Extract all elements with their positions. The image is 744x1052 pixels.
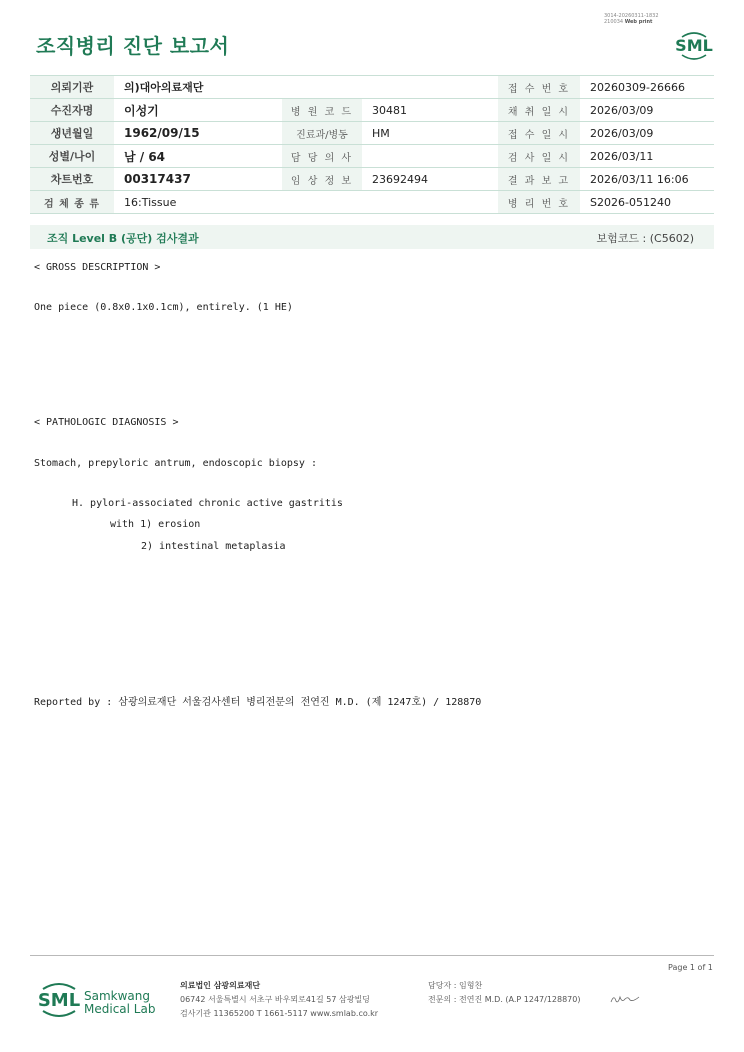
label-test-date: 검 사 일 시 [498,145,580,168]
value-birth-date: 1962/09/15 [114,122,282,145]
diagnosis-line-3: 2) intestinal metaplasia [141,541,286,552]
staff-name: 임형찬 [458,981,483,990]
value-hospital-code: 30481 [362,99,498,122]
insurance-code: 보험코드 : (C5602) [596,232,694,245]
value-clinical-info: 23692494 [362,168,498,191]
specialist-name: 전연진 M.D. (A.P 1247/128870) [458,995,581,1004]
org-info [180,979,378,1021]
staff-label: 담당자 : [428,981,457,990]
gross-heading: < GROSS DESCRIPTION > [34,262,161,273]
diagnosis-site: Stomach, prepyloric antrum, endoscopic biopsy : [34,458,317,469]
label-sex-age: 성별/나이 [30,145,114,168]
value-pathology-no: S2026-051240 [580,191,714,214]
staff-info [428,979,580,1007]
value-department: HM [362,122,498,145]
value-specimen-type: 16:Tissue [114,191,498,214]
label-clinical-info: 임 상 정 보 [282,168,362,191]
label-birth-date: 생년월일 [30,122,114,145]
logo-text: SML [675,36,713,55]
print-label: Web print [624,19,653,25]
diagnosis-line-1: H. pylori-associated chronic active gastritis [72,498,343,509]
sml-logo-icon [36,978,82,1022]
label-collection-date: 채 취 일 시 [498,99,580,122]
print-code: 3014-20260311-1832 [604,13,659,19]
diagnosis-line-2: with 1) erosion [110,519,201,530]
gross-text: One piece (0.8x0.1x0.1cm), entirely. (1 HE) [34,302,293,313]
org-contact: 검사기관 11365200 T 1661-5117 www.smlab.co.kr [180,1009,379,1018]
section-title: 조직 Level B (공단) 검사결과 [47,232,199,245]
signature-image [609,992,641,1006]
diagnosis-heading: < PATHOLOGIC DIAGNOSIS > [34,417,179,428]
org-name: 의료법인 삼광의료재단 [180,981,261,990]
value-doctor [362,145,498,168]
value-test-date: 2026/03/11 [580,145,714,168]
logo-text: SML [37,990,81,1011]
label-patient-name: 수진자명 [30,99,114,122]
value-patient-name: 이성기 [114,99,282,122]
brand-name-1: Samkwang [84,989,150,1003]
value-requesting-org: 의)대아의료재단 [114,76,498,99]
value-result-report: 2026/03/11 16:06 [580,168,714,191]
value-receipt-no: 20260309-26666 [580,76,714,99]
value-sex-age: 남 / 64 [114,145,282,168]
footer-divider [30,955,714,956]
print-info [604,13,659,25]
table-row [30,122,714,145]
reported-by: Reported by : 삼광의료재단 서울검사센터 병리전문의 전연진 M.D. (제 1247호) / 128870 [34,697,482,708]
label-receipt-date: 접 수 일 시 [498,122,580,145]
label-chart-no: 차트번호 [30,168,114,191]
value-collection-date: 2026/03/09 [580,99,714,122]
print-code-2: 210034 [604,19,624,25]
table-row [30,191,714,214]
label-result-report: 결 과 보 고 [498,168,580,191]
brand-name-2: Medical Lab [84,1002,156,1016]
page-number: Page 1 of 1 [668,963,713,972]
org-address: 06742 서울특별시 서초구 바우뫼로41길 57 삼광빌딩 [180,995,370,1004]
table-row [30,76,714,99]
label-pathology-no: 병 리 번 호 [498,191,580,214]
sml-logo [674,28,714,64]
value-chart-no: 00317437 [114,168,282,191]
label-receipt-no: 접 수 번 호 [498,76,580,99]
value-receipt-date: 2026/03/09 [580,122,714,145]
label-specimen-type: 검 체 종 류 [30,191,114,214]
table-row [30,99,714,122]
patient-info-table [30,75,714,214]
table-row [30,145,714,168]
label-hospital-code: 병 원 코 드 [282,99,362,122]
label-doctor: 담 당 의 사 [282,145,362,168]
label-department: 진료과/병동 [282,122,362,145]
label-requesting-org: 의뢰기관 [30,76,114,99]
specialist-label: 전문의 : [428,995,457,1004]
page-title: 조직병리 진단 보고서 [36,34,230,58]
table-row [30,168,714,191]
